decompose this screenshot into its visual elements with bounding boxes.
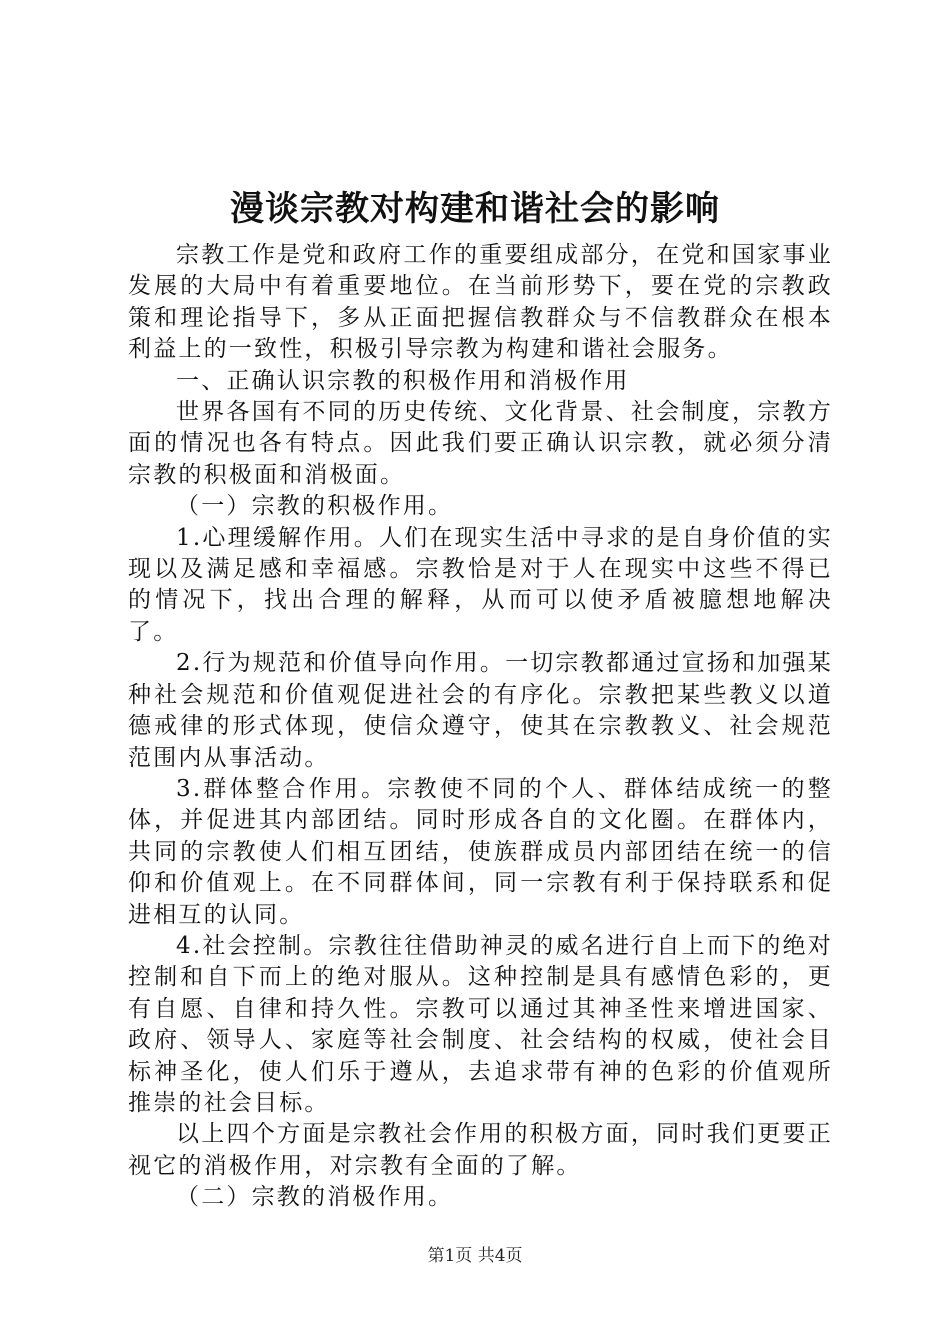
subsection-heading-negative: （二）宗教的消极作用。 <box>176 1184 454 1211</box>
positive-item-1-paragraph: 1.心理缓解作用。人们在现实生活中寻求的是自身价值的实现以及满足感和幸福感。宗教恰是对于人在现实中这些不得已的情况下，找出合理的解释，从而可以使矛盾被臆想地解决了。 <box>128 524 833 645</box>
document-title: 漫谈宗教对构建和谐社会的影响 <box>230 189 720 229</box>
summary-paragraph: 以上四个方面是宗教社会作用的积极方面，同时我们更要正视它的消极作用，对宗教有全面的了解。 <box>128 1121 833 1179</box>
positive-item-4-paragraph: 4.社会控制。宗教往往借助神灵的威名进行自上而下的绝对控制和自下而上的绝对服从。这种控制是具有感情色彩的，更有自愿、自律和持久性。宗教可以通过其神圣性来增进国家、政府、领导人、家庭等社会制度、社会结构的权威，使社会目标神圣化，使人们乐于遵从，去追求带有神的色彩的价值观所推崇的社会目标。 <box>128 932 833 1116</box>
document-body <box>128 240 833 1214</box>
section-heading-1: 一、正确认识宗教的积极作用和消极作用 <box>176 367 630 394</box>
subsection-heading-positive: （一）宗教的积极作用。 <box>176 493 454 520</box>
positive-item-2-paragraph: 2.行为规范和价值导向作用。一切宗教都通过宣扬和加强某种社会规范和价值观促进社会的有序化。宗教把某些教义以道德戒律的形式体现，使信众遵守，使其在宗教教义、社会规范范围内从事活动。 <box>128 650 833 771</box>
intro-paragraph: 宗教工作是党和政府工作的重要组成部分，在党和国家事业发展的大局中有着重要地位。在当前形势下，要在党的宗教政策和理论指导下，多从正面把握信教群众与不信教群众在根本利益上的一致性，积极引导宗教为构建和谐社会服务。 <box>128 242 833 363</box>
page-number-footer: 第1页 共4页 <box>427 1246 523 1266</box>
section-1-intro-paragraph: 世界各国有不同的历史传统、文化背景、社会制度，宗教方面的情况也各有特点。因此我们要正确认识宗教，就必须分清宗教的积极面和消极面。 <box>128 399 833 488</box>
positive-item-3-paragraph: 3.群体整合作用。宗教使不同的个人、群体结成统一的整体，并促进其内部团结。同时形成各自的文化圈。在群体内，共同的宗教使人们相互团结，使族群成员内部团结在统一的信仰和价值观上。在不同群体间，同一宗教有利于保持联系和促进相互的认同。 <box>128 775 833 928</box>
